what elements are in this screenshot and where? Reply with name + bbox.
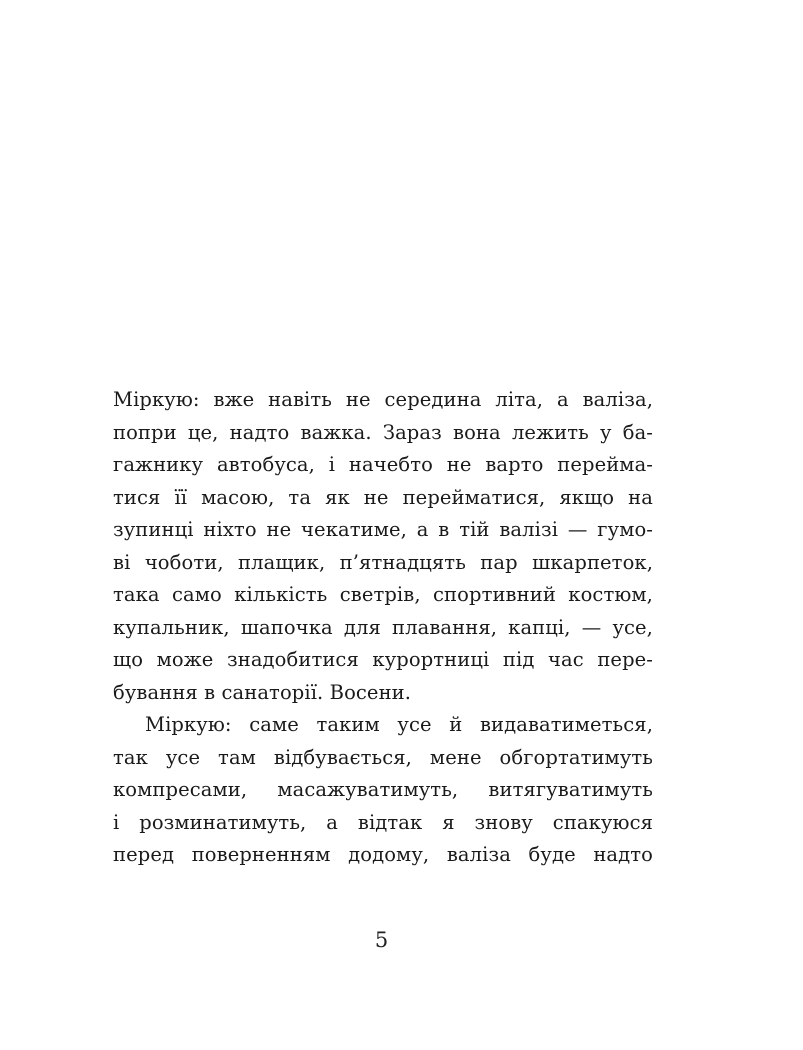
text-line: що може знадобитися курортниці під час пере- [113,648,653,671]
text-line: Міркую: вже навіть не середина літа, а валіза, [113,388,653,411]
text-line: попри це, надто важка. Зараз вона лежить у ба- [113,420,653,444]
text-line: купальник, шапочка для плавання, капці, — усе, [113,615,653,639]
body-text [113,384,653,872]
page-number: 5 [374,928,389,952]
text-line: Міркую: саме таким усе й видаватиметься, [145,713,653,736]
text-line: зупинці ніхто не чекатиме, а в тій валізі — гумо- [113,518,653,541]
text-line: так усе там відбувається, мене обгортатимуть [113,745,653,769]
paragraph-1 [113,384,653,709]
text-line: компресами, масажуватимуть, витягуватимуть [113,778,653,801]
text-line: така само кількість светрів, спортивний костюм, [113,583,653,606]
text-line: бування в санаторії. Восени. [113,680,412,704]
text-line: перед поверненням додому, валіза буде надто [113,843,653,866]
text-line: гажнику автобуса, і начебто не варто перейма- [113,453,653,476]
text-line: тися її масою, та як не перейматися, якщо на [113,485,653,509]
text-line: і розминатимуть, а відтак я знову спакуюся [113,810,653,834]
text-line: ві чоботи, плащик, п’ятнадцять пар шкарпеток, [113,550,653,574]
paragraph-2 [113,709,653,872]
